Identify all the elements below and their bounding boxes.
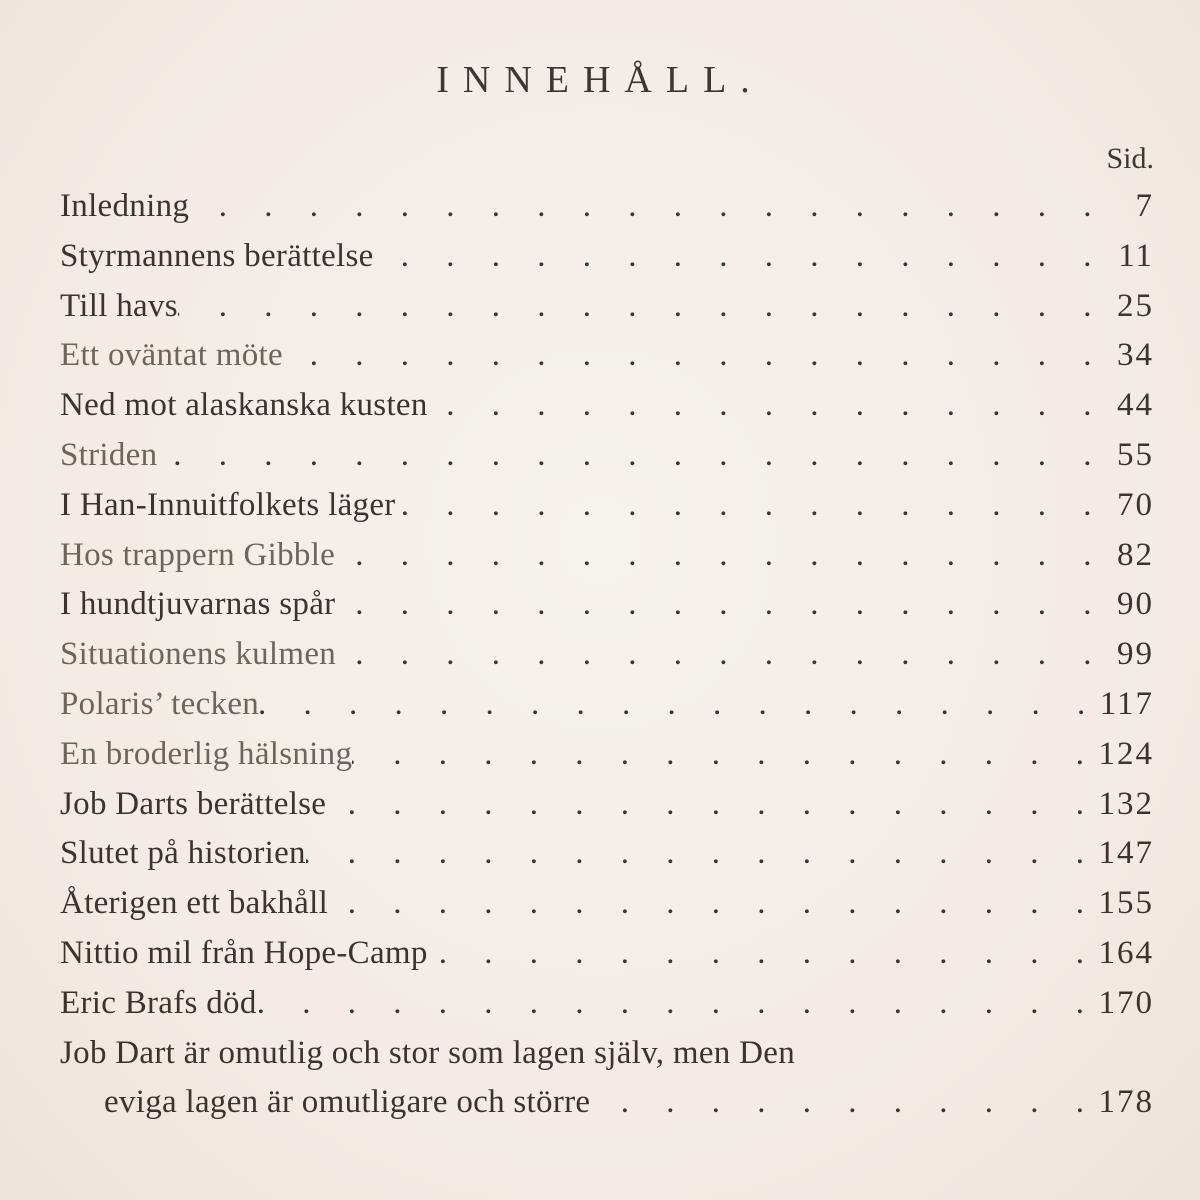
toc-entry-page: 7: [1135, 188, 1154, 224]
toc-entry-title-line2: eviga lagen är omutligare och större: [104, 1084, 591, 1121]
toc-entry: [60, 481, 1154, 531]
toc-entry-page: 55: [1117, 436, 1154, 473]
dot-leader: [590, 1078, 1098, 1128]
dot-leader: [306, 829, 1099, 879]
toc-entry-page: 44: [1117, 387, 1154, 424]
toc-entry: [60, 829, 1154, 879]
toc-entry-title: Eric Brafs död: [60, 984, 257, 1021]
toc-entry-page: 117: [1099, 685, 1154, 722]
toc-entry-page: 164: [1098, 934, 1154, 971]
toc-entry: [60, 730, 1154, 780]
dot-leader: [374, 232, 1106, 282]
dot-leader: [259, 680, 1100, 730]
toc-entry-title: En broderlig hälsning: [60, 735, 353, 772]
toc-entry-page: 178: [1098, 1084, 1154, 1121]
toc-entry-page: 99: [1117, 636, 1154, 673]
toc-entry: [60, 331, 1154, 381]
toc-entry: [60, 680, 1154, 730]
dot-leader: [335, 531, 1106, 581]
toc-entry: [60, 431, 1154, 481]
dot-leader: [157, 431, 1106, 481]
toc-entry-page: 170: [1098, 984, 1154, 1021]
toc-entry-title: Hos trappern Gibble: [60, 536, 336, 573]
table-of-contents: [60, 182, 1154, 1128]
toc-entry-title: Återigen ett bakhåll: [60, 885, 329, 922]
toc-entry-title: Nittio mil från Hope-Camp: [60, 934, 428, 971]
dot-leader: [335, 580, 1106, 630]
toc-entry: [60, 979, 1154, 1029]
toc-entry-title: I Han-Innuitfolkets läger: [60, 486, 396, 523]
toc-entry-title: Styrmannens berättelse: [60, 237, 374, 274]
dot-leader: [396, 481, 1106, 531]
toc-entry-title: Ett oväntat möte: [60, 337, 283, 374]
toc-entry-title: Slutet på historien: [60, 835, 306, 872]
toc-entry-page: 11: [1118, 237, 1154, 274]
toc-entry: [60, 282, 1154, 332]
dot-leader: [328, 879, 1098, 929]
toc-entry-page: 90: [1117, 586, 1154, 623]
page-heading: INNEHÅLL.: [436, 59, 764, 101]
toc-entry: [60, 232, 1154, 282]
toc-entry: [60, 630, 1154, 680]
toc-entry: [60, 182, 1154, 232]
toc-entry-page: 25: [1117, 287, 1154, 324]
toc-entry: [60, 929, 1154, 979]
toc-entry-title: Situationens kulmen: [60, 636, 337, 673]
toc-entry-title: Striden: [60, 436, 158, 473]
toc-entry-title: Job Darts berättelse: [60, 785, 327, 822]
toc-entry: [60, 780, 1154, 830]
toc-entry-page: 70: [1117, 486, 1154, 523]
toc-entry-page: 124: [1098, 735, 1154, 772]
toc-entry: [60, 879, 1154, 929]
toc-entry-title-line1: Job Dart är omutlig och stor som lagen själv, men Den: [60, 1034, 796, 1071]
toc-entry-multiline-first: [60, 1029, 1154, 1079]
dot-leader: [283, 331, 1106, 381]
toc-entry-page: 34: [1117, 337, 1154, 374]
toc-entry-multiline-second: [60, 1078, 1154, 1128]
dot-leader: [428, 929, 1099, 979]
dot-leader: [178, 282, 1106, 332]
dot-leader: [336, 630, 1106, 680]
toc-entry: [60, 580, 1154, 630]
toc-entry-title: Polaris’ tecken: [60, 685, 260, 722]
toc-entry: [60, 531, 1154, 581]
dot-leader: [257, 979, 1099, 1029]
toc-entry-page: 155: [1098, 885, 1154, 922]
toc-entry-title: Till havs: [60, 287, 178, 324]
toc-entry-page: 82: [1117, 536, 1154, 573]
dot-leader: [189, 182, 1106, 232]
toc-entry-title: Ned mot alaskanska kusten: [60, 387, 428, 424]
page-column-label: Sid.: [1106, 142, 1154, 175]
toc-entry: [60, 381, 1154, 431]
toc-entry-page: 147: [1098, 835, 1154, 872]
dot-leader: [428, 381, 1106, 431]
toc-entry-page: 132: [1098, 785, 1154, 822]
toc-entry-title: I hundtjuvarnas spår: [60, 586, 336, 623]
dot-leader: [326, 780, 1098, 830]
toc-entry-title: Inledning: [60, 188, 190, 224]
dot-leader: [352, 730, 1098, 780]
